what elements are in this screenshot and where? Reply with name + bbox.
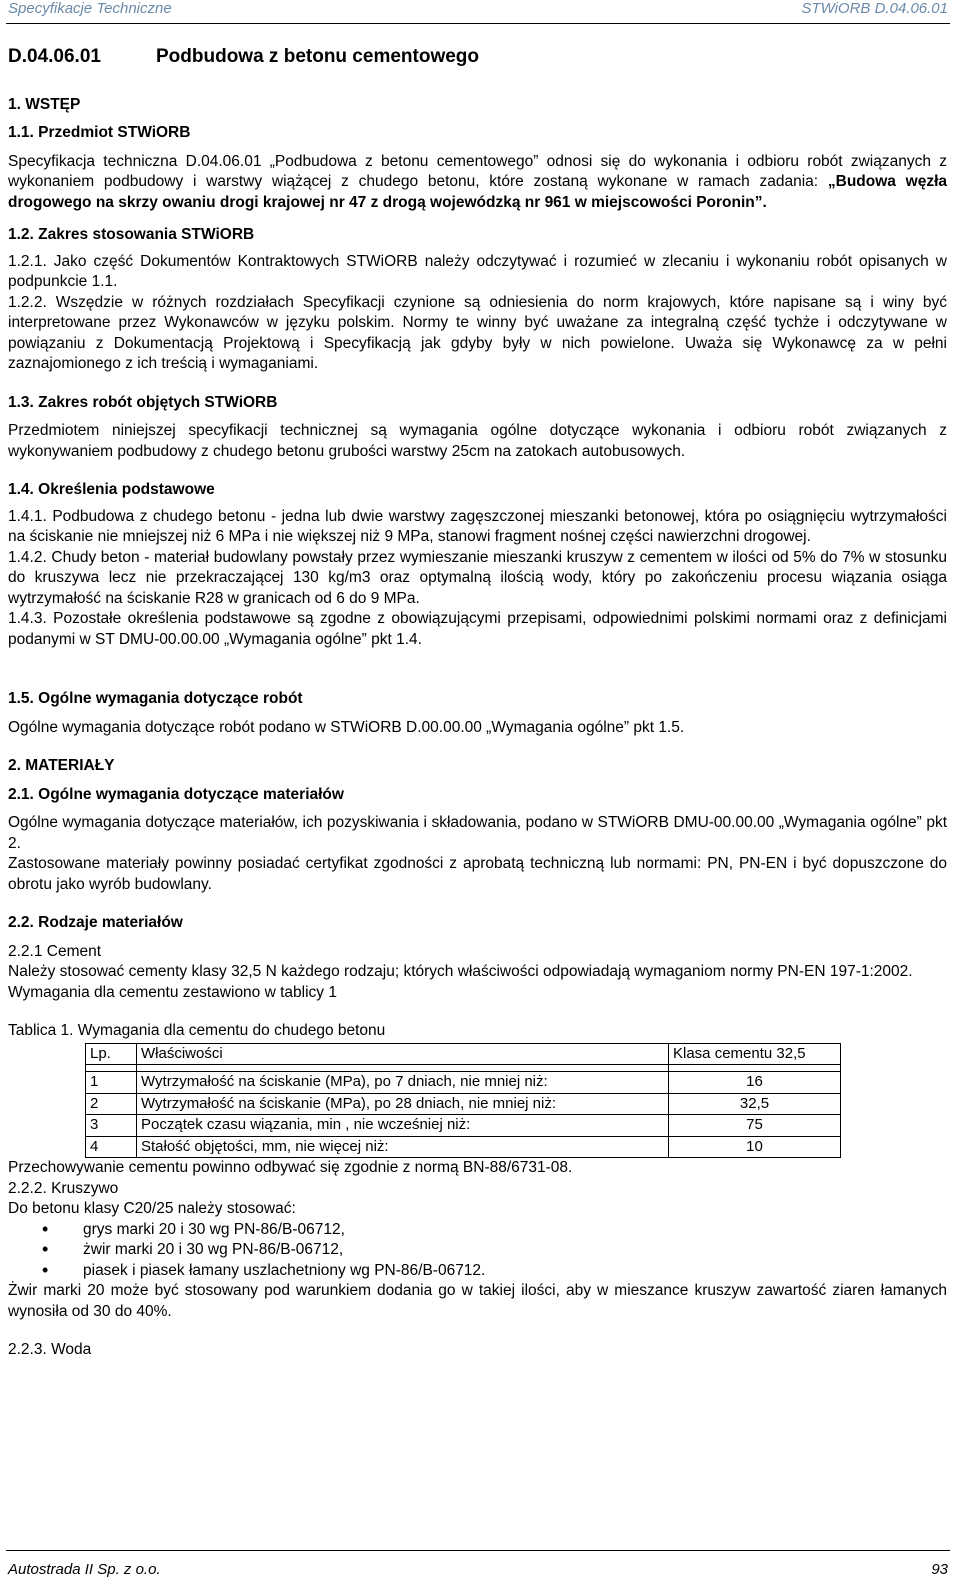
subsection-2-2-1-heading: 2.2.1 Cement xyxy=(8,942,102,960)
task-name: „Budowa węzła drogowego na skrzy owaniu drogi krajowej nr 47 z drogą wojewódzką nr 961 w miejscowości Poronin”. xyxy=(8,173,948,211)
doc-title: Podbudowa z betonu cementowego xyxy=(156,46,479,67)
aggregate-list xyxy=(8,1220,947,1282)
header-right: STWiORB D.04.06.01 xyxy=(801,0,948,17)
paragraph-2-1-b: Zastosowane materiały powinny posiadać certyfikat zgodności z aprobatą techniczną lub normami: PN, PN-EN i być dopuszczone do obrotu jako wyrób budowlany. xyxy=(8,855,947,893)
table-header-cell: Lp. xyxy=(86,1043,137,1065)
table-caption: Tablica 1. Wymagania dla cementu do chudego betonu xyxy=(8,1022,386,1039)
table-cell: Stałość objętości, mm, nie więcej niż: xyxy=(137,1136,669,1158)
paragraph-1-2-2: 1.2.2. Wszędzie w różnych rozdziałach Specyfikacji czynione są odniesienia do norm krajowych, które napisane są i winy być interpretowane przez Wykonawców w języku polskim. Normy te winny być uważane za integralną część tychże i odczytywane w powiązaniu z Dokumentacją Projektową i Specyfikacją jak gdyby były w nich powielone. Uważa się Wykonawcę za w pełni zaznajomionego z ich treścią i wymaganiami. xyxy=(8,293,947,372)
paragraph-1-1 xyxy=(8,152,947,214)
paragraph-1-4-3: 1.4.3. Pozostałe określenia podstawowe są zgodne z obowiązującymi przepisami, odpowiednimi polskimi normami oraz z definicjami podanymi w ST DMU-00.00.00 „Wymagania ogólne” pkt 1.4. xyxy=(8,610,947,648)
footer-rule xyxy=(6,1550,950,1551)
table-cell: 32,5 xyxy=(669,1093,841,1115)
footer-left: Autostrada II Sp. z o.o. xyxy=(8,1561,161,1578)
table-row xyxy=(86,1072,841,1094)
table-cell: 1 xyxy=(86,1072,137,1094)
table-cell: Wytrzymałość na ściskanie (MPa), po 7 dniach, nie mniej niż: xyxy=(137,1072,669,1094)
header-rule xyxy=(6,23,950,24)
table-row xyxy=(86,1136,841,1158)
table-cell: Początek czasu wiązania, min , nie wcześniej niż: xyxy=(137,1115,669,1137)
table-row xyxy=(86,1115,841,1137)
table-cell: 16 xyxy=(669,1072,841,1094)
table-spacer-row xyxy=(86,1065,841,1072)
section-2-heading: 2. MATERIAŁY xyxy=(8,757,115,774)
paragraph-2-2-1-a: Należy stosować cementy klasy 32,5 N każdego rodzaju; których właściwości odpowiadają wymaganiom normy PN-EN 197-1:2002. xyxy=(8,963,913,980)
paragraph-2-2-1-b: Wymagania dla cementu zestawiono w tablicy 1 xyxy=(8,983,337,1001)
section-2-1-heading: 2.1. Ogólne wymagania dotyczące materiałów xyxy=(8,785,344,803)
table-row xyxy=(86,1093,841,1115)
doc-code: D.04.06.01 xyxy=(8,46,101,67)
section-1-heading: 1. WSTĘP xyxy=(8,95,81,113)
paragraph-2-2-2-a: Do betonu klasy C20/25 należy stosować: xyxy=(8,1200,296,1217)
paragraph-1-2-1: 1.2.1. Jako część Dokumentów Kontraktowych STWiORB należy odczytywać i rozumieć w zlecaniu i wykonaniu robót opisanych w podpunkcie 1.1. xyxy=(8,252,947,290)
paragraph-1-3: Przedmiotem niniejszej specyfikacji technicznej są wymagania ogólne dotyczące wykonania i odbioru robót związanych z wykonywaniem podbudowy z chudego betonu grubości warstwy 25cm na zatokach autobusowych. xyxy=(8,422,947,460)
header-left: Specyfikacje Techniczne xyxy=(8,0,172,17)
section-1-3-heading: 1.3. Zakres robót objętych STWiORB xyxy=(8,393,278,411)
cement-requirements-table xyxy=(85,1043,841,1159)
table-cell: 4 xyxy=(86,1136,137,1158)
paragraph-1-4-1: 1.4.1. Podbudowa z chudego betonu - jedna lub dwie warstwy zagęszczonej mieszanki betonowej, która po osiągnięciu wytrzymałości na ściskanie nie mniejszej niż 6 MPa i nie większej niż 9 MPa, stanowi fragment nośnej części nawierzchni drogowej. xyxy=(8,507,947,545)
section-1-4-heading: 1.4. Określenia podstawowe xyxy=(8,481,215,498)
subsection-2-2-2-heading: 2.2.2. Kruszywo xyxy=(8,1179,119,1197)
subsection-2-2-3-heading: 2.2.3. Woda xyxy=(8,1341,92,1358)
list-item: • grys marki 20 i 30 wg PN-86/B-06712, xyxy=(8,1220,947,1241)
section-1-1-heading: 1.1. Przedmiot STWiORB xyxy=(8,124,191,141)
table-cell: 10 xyxy=(669,1136,841,1158)
table-header-row xyxy=(86,1043,841,1065)
list-item: • piasek i piasek łamany uszlachetniony wg PN-86/B-06712. xyxy=(8,1261,947,1282)
page-header xyxy=(8,0,948,22)
table-cell: Wytrzymałość na ściskanie (MPa), po 28 dniach, nie mniej niż: xyxy=(137,1093,669,1115)
paragraph-1-1-text: Specyfikacja techniczna D.04.06.01 „Podbudowa z betonu cementowego” odnosi się do wykonania i odbioru robót związanych z wykonaniem podbudowy i warstwy wiążącej z chudego betonu, które zostaną wykonane w ramach zadania: xyxy=(8,152,947,190)
table-cell: 2 xyxy=(86,1093,137,1115)
section-2-2-heading: 2.2. Rodzaje materiałów xyxy=(8,914,183,931)
table-cell: 3 xyxy=(86,1115,137,1137)
table-header-cell: Właściwości xyxy=(137,1043,669,1065)
paragraph-cement-storage: Przechowywanie cementu powinno odbywać się zgodnie z normą BN-88/6731-08. xyxy=(8,1159,573,1176)
document-body xyxy=(8,47,947,1361)
section-1-5-heading: 1.5. Ogólne wymagania dotyczące robót xyxy=(8,690,303,707)
section-1-2-heading: 1.2. Zakres stosowania STWiORB xyxy=(8,226,255,243)
document-title xyxy=(8,47,947,68)
paragraph-2-1-a: Ogólne wymagania dotyczące materiałów, ich pozyskiwania i składowania, podano w STWiORB DMU-00.00.00 „Wymagania ogólne” pkt 2. xyxy=(8,814,947,852)
table-cell: 75 xyxy=(669,1115,841,1137)
page-number: 93 xyxy=(931,1561,948,1578)
paragraph-1-4-2: 1.4.2. Chudy beton - materiał budowlany powstały przez wymieszanie mieszanki kruszyw z cementem w ilości od 5% do 7% w stosunku do kruszywa lecz nie przekraczającej 130 kg/m3 oraz optymalną ilością wody, który po zakończeniu procesu wiązania osiąga wytrzymałość na ściskanie R28 w granicach od 6 do 9 MPa. xyxy=(8,548,947,607)
paragraph-2-2-2-b: Żwir marki 20 może być stosowany pod warunkiem dodania go w takiej ilości, aby w mieszance kruszyw zawartość ziaren łamanych wynosiła od 30 do 40%. xyxy=(8,1282,947,1320)
table-header-cell: Klasa cementu 32,5 xyxy=(669,1043,841,1065)
paragraph-1-5: Ogólne wymagania dotyczące robót podano w STWiORB D.00.00.00 „Wymagania ogólne” pkt 1.5. xyxy=(8,718,685,736)
list-item: • żwir marki 20 i 30 wg PN-86/B-06712, xyxy=(8,1240,947,1261)
